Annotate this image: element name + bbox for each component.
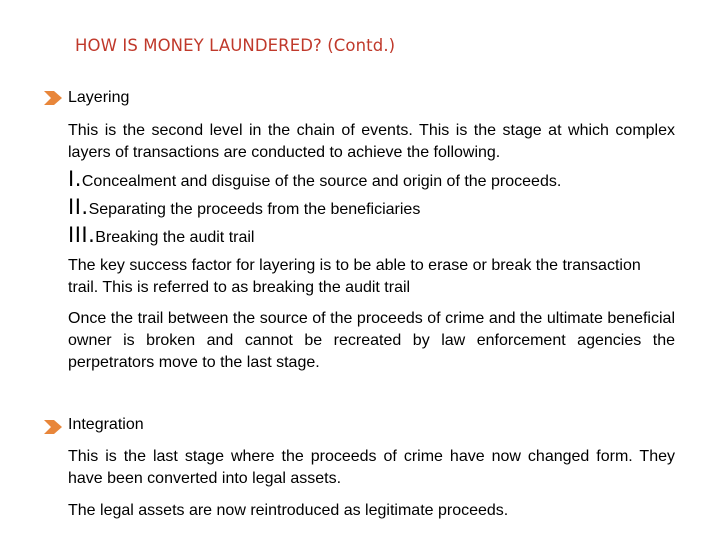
integration-paragraph: This is the last stage where the proceeds of crime have now changed form. They have been converted into legal assets. [68, 448, 675, 487]
list-numeral: III. [68, 223, 96, 247]
list-item [68, 195, 420, 219]
list-numeral: II. [68, 195, 89, 219]
list-item-text: Separating the proceeds from the beneficiaries [88, 201, 421, 218]
chevron-arrow-icon [44, 420, 62, 434]
layering-paragraph: The key success factor for layering is to be able to erase or break the transaction trail. This is referred to as breaking the audit trail [68, 257, 641, 296]
list-item-text: Concealment and disguise of the source and origin of the proceeds. [81, 173, 562, 190]
layering-intro-paragraph: This is the second level in the chain of events. This is the stage at which complex layers of transactions are conducted to achieve the following. [68, 122, 675, 161]
list-item [68, 223, 254, 247]
slide-title: HOW IS MONEY LAUNDERED? (Contd.) [75, 36, 396, 55]
chevron-arrow-icon [44, 91, 62, 105]
integration-paragraph: The legal assets are now reintroduced as legitimate proceeds. [68, 502, 509, 519]
layering-paragraph: Once the trail between the source of the proceeds of crime and the ultimate beneficial owner is broken and cannot be recreated by law enforcement agencies the perpetrators move to the last stage. [68, 310, 675, 371]
list-item [68, 167, 561, 191]
section-heading-layering: Layering [68, 89, 130, 106]
section-heading-integration: Integration [68, 416, 144, 433]
list-item-text: Breaking the audit trail [95, 229, 255, 246]
list-numeral: I. [68, 167, 82, 191]
